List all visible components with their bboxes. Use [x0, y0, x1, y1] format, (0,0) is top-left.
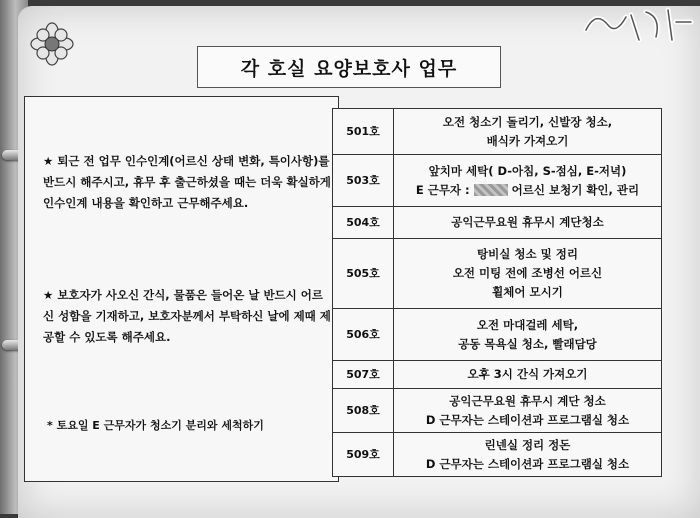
table-row [333, 309, 662, 361]
table-row [333, 389, 662, 433]
duty-line: D 근무자는 스테이션과 프로그램실 청소 [425, 412, 630, 427]
duty-cell [394, 389, 662, 433]
room-number: 509호 [333, 433, 394, 477]
room-number: 508호 [333, 389, 394, 433]
room-number: 505호 [333, 239, 394, 309]
notes-panel [24, 96, 339, 482]
room-number: 504호 [333, 207, 394, 239]
duty-cell [394, 109, 662, 155]
room-duties-table [332, 108, 662, 477]
handover-note: ★ 퇴근 전 업무 인수인계(어르신 상태 변화, 특이사항)를 반드시 해주시고, 휴무 후 출근하셨을 때는 더욱 확실하게 인수인계 내용을 확인하고 근무해주세요. [43, 154, 331, 210]
table-row [333, 239, 662, 309]
duty-line: 공익근무요원 휴무시 계단 청소 [449, 393, 606, 408]
duty-cell [394, 155, 662, 207]
duty-cell [394, 433, 662, 477]
duty-line: 앞치마 세탁( D-아침, S-점심, E-저녁) [428, 163, 627, 178]
redacted-name [474, 184, 508, 196]
duty-line: 오전 청소기 돌리기, 신발장 청소, [442, 114, 613, 129]
duty-line: 휠체어 모시기 [492, 285, 563, 299]
table-row [333, 155, 662, 207]
duty-line: 공익근무요원 휴무시 계단청소 [451, 215, 604, 229]
duty-cell [394, 207, 662, 239]
room-number: 501호 [333, 109, 394, 155]
duty-line: 공동 목욕실 청소, 빨래담당 [458, 336, 597, 351]
watermark-logo-icon [576, 0, 696, 50]
duty-line: D 근무자는 스테이션과 프로그램실 청소 [425, 456, 630, 471]
duty-line: 배식카 가져오기 [486, 133, 569, 148]
duty-line [398, 181, 657, 200]
duty-line: 오전 마대걸레 세탁, [476, 317, 579, 332]
duty-line: 오후 3시 간식 가져오기 [467, 367, 588, 381]
room-number: 507호 [333, 361, 394, 389]
room-number: 506호 [333, 309, 394, 361]
table-row [333, 207, 662, 239]
table-row [333, 109, 662, 155]
duty-line-part: 어르신 보청기 확인, 관리 [507, 182, 640, 197]
duty-line: 탕비실 청소 및 정리 [477, 247, 578, 261]
snack-items-note: ★ 보호자가 사오신 간식, 물품은 들어온 날 반드시 어르신 성함을 기재하고, 보호자분께서 부탁하신 날에 제때 제공할 수 있도록 해주세요. [43, 288, 331, 344]
duty-cell [394, 239, 662, 309]
duty-line-part: E 근무자 : [415, 182, 474, 197]
saturday-cleaning-note: * 토요일 E 근무자가 청소기 분리와 세척하기 [47, 419, 264, 432]
duty-line: 린넨실 정리 정돈 [484, 437, 571, 452]
flower-decoration-icon [30, 22, 74, 66]
duty-line: 오전 미팅 전에 조병선 어르신 [452, 266, 603, 280]
duty-cell [394, 361, 662, 389]
duty-cell [394, 309, 662, 361]
room-number: 503호 [333, 155, 394, 207]
table-row [333, 433, 662, 477]
document-title: 각 호실 요양보호사 업무 [197, 46, 501, 88]
table-row [333, 361, 662, 389]
